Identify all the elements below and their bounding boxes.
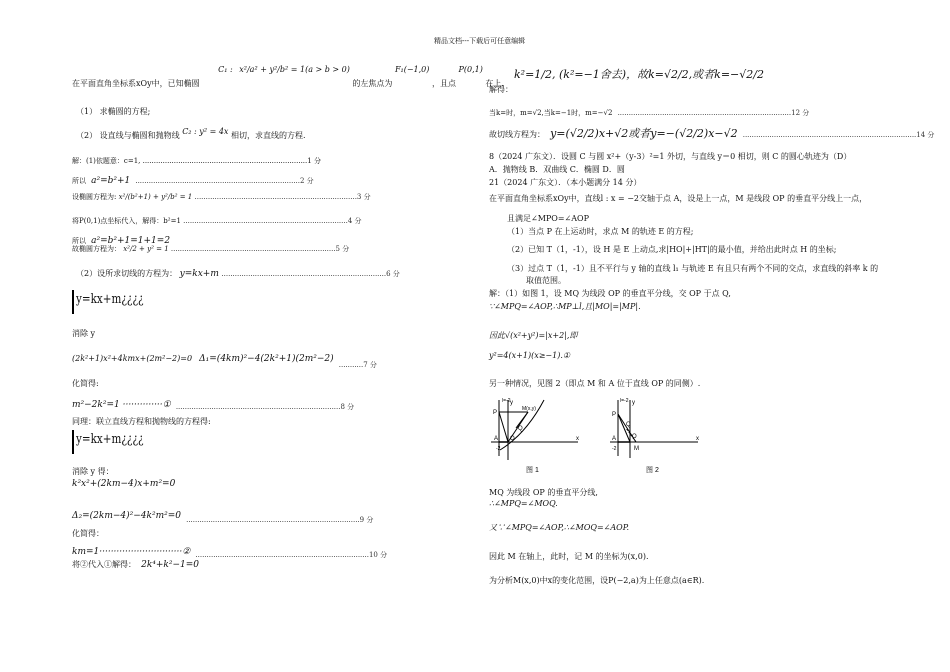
equation-1-line	[72, 346, 377, 369]
solution-step-4	[72, 216, 362, 226]
solution-step-7	[76, 268, 400, 279]
problem-21-line-2: 且满足∠MPO=∠AOP	[507, 214, 589, 223]
k-solution: k²=1/2, (k²=−1舍去)，故k=√2/2,或者k=−√2/2	[514, 68, 764, 81]
step-3-formula: x²/(b²+1) + y²/b² = 1	[118, 193, 193, 201]
solution-line-2: ∵∠MPQ=∠AOP,∴MP⊥l,且|MO|=|MP|.	[489, 302, 641, 311]
substitute-line	[72, 552, 199, 571]
ellipse-equation: x²/a² + y²/b² = 1(a > b > 0)	[239, 65, 350, 74]
fig1-label-y: y	[510, 400, 513, 406]
problem-21-line-5: （3）过点 T（1，-1）且不平行与 y 轴的直线 l₁ 与轨迹 E 有且只有两个不同的交点，求直线的斜率 k 的	[507, 264, 879, 273]
simplify-2: 化简得：	[72, 529, 104, 538]
solution-line-1: 解：（1）如图 1，设 MQ 为线段 OP 的垂直平分线，交 OP 于点 Q,	[489, 289, 731, 298]
figure-2	[606, 394, 706, 474]
fig1-caption: 图 1	[526, 467, 539, 474]
km-score: ..............................................................................12 分	[617, 109, 810, 117]
solution-step-3	[72, 192, 371, 202]
intro-end: 在上.	[485, 79, 504, 88]
km-line	[489, 100, 809, 119]
step-4-text: 将P(0,1)点坐标代入，解得：b²=1	[72, 217, 181, 225]
fig1-label-a: A	[494, 436, 499, 442]
discriminant-2-score: ..............................................................................9 分	[186, 516, 374, 524]
solution-step-2	[72, 168, 314, 187]
same-method: 同理：联立直线方程和抛物线的方程得:	[72, 417, 211, 426]
system-2	[72, 430, 74, 454]
focus-text: 的左焦点为	[352, 79, 393, 88]
question-1: （1） 求椭圆的方程;	[76, 107, 151, 116]
parabola-equation: C₂ : y² = 4x	[182, 127, 229, 136]
discriminant-1: Δ₁=(4km)²−4(2k²+1)(2m²−2)	[199, 354, 334, 364]
solution-line-9: 因此 M 在轴上，此时，记 M 的坐标为(x,0).	[489, 552, 649, 561]
fig1-label-q: Q	[518, 426, 523, 432]
simplify-1-line	[72, 392, 354, 411]
step-3-score: .........................................................................3 分	[194, 193, 371, 201]
problem-21-line-6: 取值范围。	[526, 276, 566, 285]
solution-line-8: 又∵∠MPQ=∠AOP,∴∠MOQ=∠AOP.	[489, 523, 630, 532]
step-2-prefix: 所以	[72, 177, 86, 185]
fig1-label-m: M(x,y)	[522, 406, 536, 412]
simplify-1-score: ..........................................................................8 分	[175, 403, 355, 411]
step-6-formula: x²/2 + y² = 1	[123, 245, 169, 253]
quadratic-2: k²x²+(2km−4)x+m²=0	[72, 479, 176, 489]
intro-line	[72, 64, 504, 88]
problem-21-title: 21（2024 广东文）．（本小题满分 14 分）	[489, 178, 642, 187]
system-2-text: y=kx+m¿¿¿¿	[76, 432, 144, 447]
step-5-formula: a²=b²+1=1+1=2	[91, 236, 171, 246]
substitute-formula: 2k⁴+k²−1=0	[141, 560, 200, 570]
fig2-label-m: M	[634, 446, 639, 452]
fig2-label-o: O	[632, 434, 637, 440]
fig1-label-o: O	[510, 436, 515, 442]
simplify-2-formula: km=1·····························②	[72, 547, 191, 557]
problem-21-line-4: （2）已知 T（1，-1），设 H 是 E 上动点,求|HO|+|HT|的最小值，并给出此时点 H 的坐标;	[507, 245, 837, 254]
point-text: ，且点	[431, 79, 456, 88]
step-3-prefix: 设椭圆方程为:	[72, 193, 117, 201]
solution-line-10: 为分析M(x,0)中x的变化范围，设P(−2,a)为上任意点(a∈R).	[489, 576, 705, 585]
solution-step-1: 解：(1)依题意：c=1, ..........................................................................1 分	[72, 157, 321, 165]
fig1-label-minus2: -2	[496, 446, 501, 452]
system-1	[72, 290, 74, 314]
fig2-line-label: l=-2	[620, 398, 629, 404]
simplify-1: 化简得:	[72, 379, 99, 388]
eliminate-y-1: 消除 y	[72, 329, 96, 338]
solution-line-4: y²=4(x+1)(x≥−1).①	[489, 351, 571, 360]
question-2-text: （2） 设直线与椭圆和抛物线	[76, 131, 180, 140]
fig1-line-label: l=-2	[502, 398, 511, 404]
problem-8: 8（2024 广东文）．设圆 C 与圆 x²+（y-3）²=1 外切，与直线 y＝0 相切，则 C 的圆心轨迹为（D）	[489, 152, 852, 161]
fig1-label-p: P	[493, 410, 498, 416]
answer-line	[489, 122, 934, 141]
answer-prefix: 故切线方程为：	[489, 130, 545, 139]
step-7-formula: y=kx+m	[179, 269, 219, 279]
answer-formula: y=(√2/2)x+√2或者y=−(√2/2)x−√2	[550, 127, 738, 140]
point-coord: P(0,1)	[458, 65, 483, 74]
step-2-formula: a²=b²+1	[91, 176, 131, 186]
step-5-prefix: 所以	[72, 237, 86, 245]
substitute-text: 将②代入①解得：	[72, 560, 136, 569]
fig2-label-x: x	[696, 436, 699, 442]
simplify-2-score: ..............................................................................10 分	[195, 551, 388, 559]
step-7-score: ..........................................................................6 分	[221, 270, 400, 278]
system-1-text: y=kx+m¿¿¿¿	[76, 292, 144, 307]
fig2-label-q: Q	[626, 422, 631, 428]
focus-coord: F₁(−1,0)	[394, 65, 430, 74]
question-2-tail: 相切，求直线的方程.	[230, 131, 306, 140]
question-2	[76, 126, 306, 140]
fig2-caption: 图 2	[646, 467, 659, 474]
step-4-score: ..........................................................................4 分	[183, 217, 362, 225]
intro-text: 在平面直角坐标系xOy中，已知椭圆	[72, 79, 200, 88]
fig2-label-p: P	[612, 412, 617, 418]
eliminate-y-2: 消除 y 得：	[72, 467, 114, 476]
fig1-op	[499, 412, 508, 442]
step-7-text: （2）设所求切线的方程为：	[76, 269, 178, 278]
fig2-label-minus2: -2	[612, 446, 617, 452]
solved-text: 解得：	[489, 85, 513, 94]
solution-line-7: ∴∠MPQ=∠MOQ.	[489, 499, 558, 508]
solution-line-6: MQ 为线段 OP 的垂直平分线,	[489, 488, 598, 497]
step-2-score: ..........................................................................2 分	[135, 177, 314, 185]
solution-line-5: 另一种情况，见图 2（即点 M 和 A 位于直线 OP 的同侧）.	[489, 379, 701, 388]
answer-score: ..............................................................................14 分	[742, 131, 935, 139]
page-header: 精品文档---下载后可任意编辑	[434, 37, 526, 45]
solution-line-3: 因此√(x²+y²)=|x+2|,即	[489, 331, 578, 340]
problem-8-options: A．抛物线 B．双曲线 C．椭圆 D．圆	[489, 165, 625, 174]
discriminant-1-score: ...........7 分	[338, 361, 377, 369]
problem-21-line-1: 在平面直角坐标系xOy中，直线l : x = −2交轴于点 A，设是上一点，M 是线段 OP 的垂直平分线上一点，	[489, 194, 868, 203]
discriminant-2: Δ₂=(2km−4)²−4k²m²=0	[72, 511, 181, 521]
km-text: 当k=时，m=√2,当k=−1时，m=−√2	[489, 109, 613, 117]
fig1-label-x: x	[576, 436, 579, 442]
step-6-score: ..........................................................................5 分	[170, 245, 350, 253]
fig2-label-y: y	[632, 400, 635, 406]
problem-21-line-3: （1）当点 P 在上运动时，求点 M 的轨迹 E 的方程;	[507, 227, 694, 236]
quadratic-1: (2k²+1)x²+4kmx+(2m²−2)=0	[72, 354, 193, 363]
discriminant-2-line	[72, 503, 373, 522]
fig2-label-a: A	[612, 436, 617, 442]
fig2-op	[618, 414, 630, 442]
ellipse-label: C₁ :	[218, 65, 233, 74]
solution-step-6	[72, 244, 349, 254]
simplify-1-formula: m²−2k²=1 ··············①	[72, 400, 171, 410]
step-6-prefix: 故椭圆方程为：	[72, 245, 121, 253]
figure-1	[486, 394, 586, 474]
